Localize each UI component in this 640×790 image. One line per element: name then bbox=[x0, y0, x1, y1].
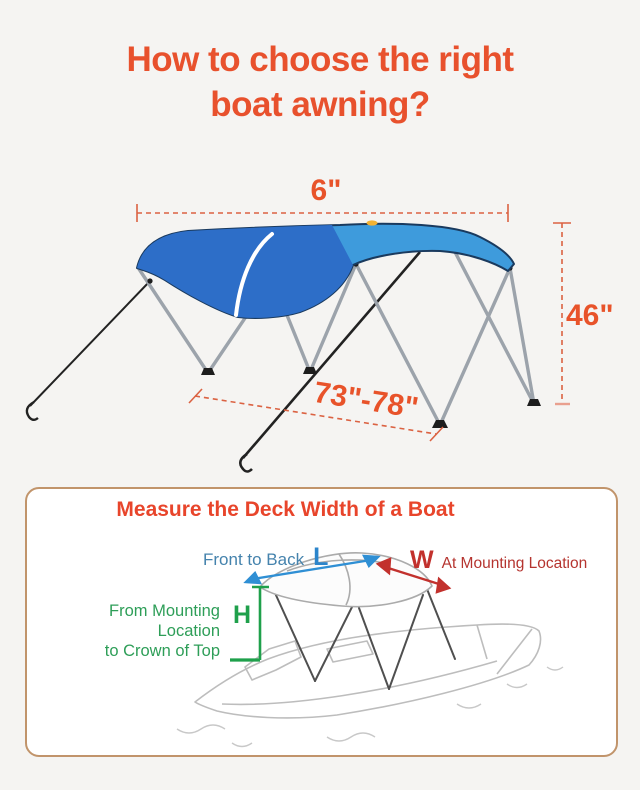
length-label-text: Front to Back bbox=[203, 550, 305, 569]
brand-logo-dot bbox=[367, 220, 378, 225]
page-title-line2: boat awning? bbox=[210, 84, 430, 124]
canopy bbox=[137, 220, 514, 318]
height-label bbox=[52, 601, 220, 661]
bimini-top-illustration bbox=[0, 160, 640, 480]
panel-title: Measure the Deck Width of a Boat bbox=[116, 498, 455, 521]
length-letter: L bbox=[313, 543, 329, 571]
boat-hull bbox=[195, 624, 541, 718]
width-letter: W bbox=[410, 546, 434, 574]
height-label-line2: to Crown of Top bbox=[104, 642, 220, 661]
width-label bbox=[410, 546, 587, 575]
measure-deck-panel bbox=[25, 487, 618, 757]
page-title bbox=[0, 38, 640, 128]
dimension-label-top-width: 6" bbox=[310, 174, 342, 207]
width-label-text: At Mounting Location bbox=[441, 555, 588, 572]
dimension-label-height: 46" bbox=[566, 299, 614, 332]
length-label bbox=[203, 543, 328, 572]
height-letter: H bbox=[233, 601, 252, 629]
height-label-line1: From Mounting Location bbox=[109, 602, 220, 641]
page-title-line1: How to choose the right bbox=[126, 40, 514, 79]
dimension-label-length-range: 73"-78" bbox=[311, 375, 421, 426]
